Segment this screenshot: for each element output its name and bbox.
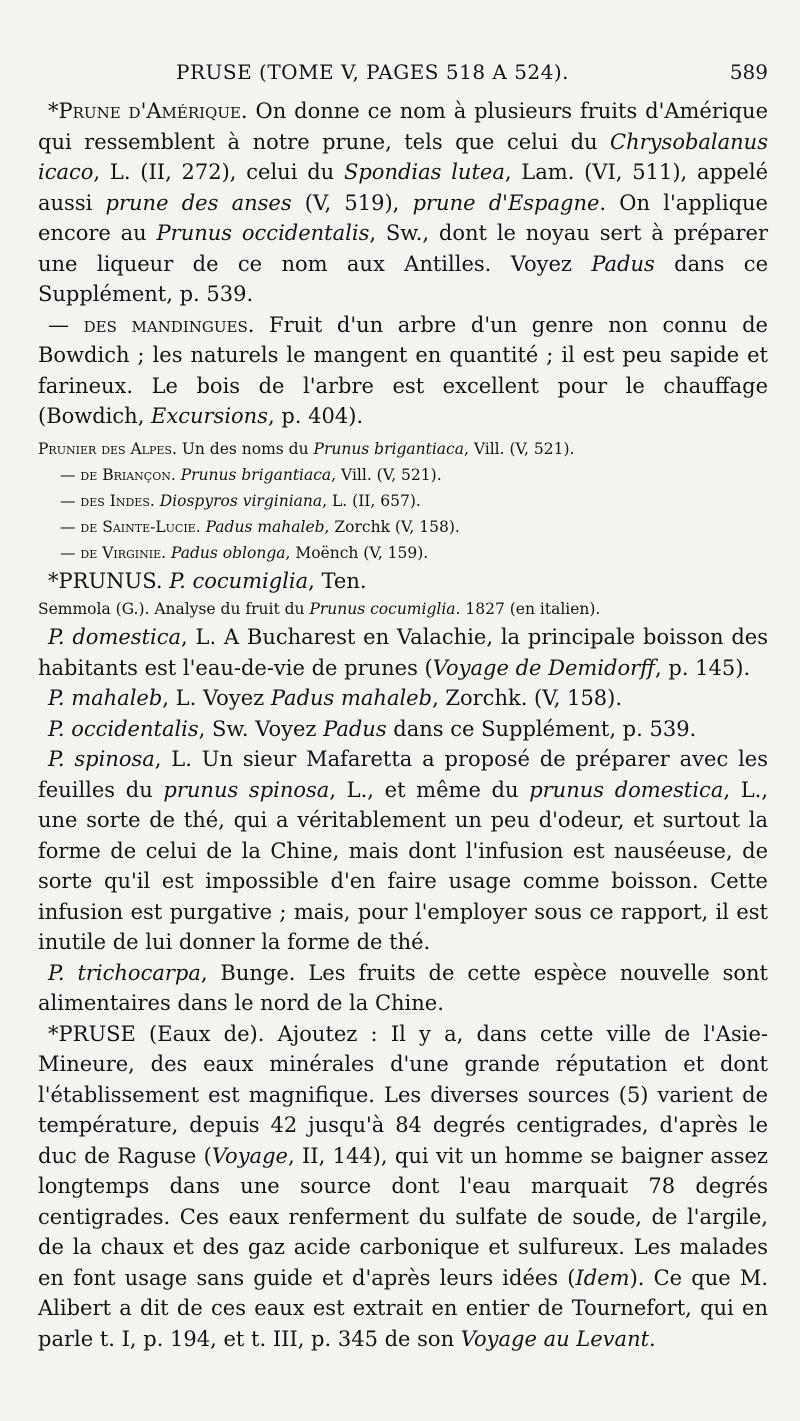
species-p-domestica: P. domestica, L. A Bucharest en Valachie, la principale boisson des habitants est l'eau-de-vie de prunes (Voyage de Demidorff, p. 145). xyxy=(38,625,768,680)
entry-body: On donne ce nom à plusieurs fruits d'Amérique qui ressemblent à notre prune, tels que celui du Chrysobalanus icaco, L. (II, 272), celui du Spondias lutea, Lam. (VI, 511), appelé aussi prune des anses (V, 519), prune d'Espagne. On l'applique encore au Prunus occidentalis, Sw., dont le noyau sert à préparer une liqueur de ce nom aux Antilles. Voyez Padus dans ce Supplément, p. 539. xyxy=(38,99,768,306)
entry-body: Padus mahaleb, Zorchk (V, 158). xyxy=(205,517,460,536)
entry-prune-amerique xyxy=(38,96,768,310)
entry-prunier-briancon xyxy=(38,462,768,488)
entry-headword: — de Virginie. xyxy=(60,543,167,562)
entry-prunier-virginie xyxy=(38,540,768,566)
entry-prunus xyxy=(38,566,768,597)
italic-term: Padus mahaleb xyxy=(205,517,325,536)
running-header xyxy=(38,56,768,96)
italic-term: Padus mahaleb xyxy=(270,686,433,710)
entry-headword: Prunier des Alpes. xyxy=(38,439,177,458)
entry-headword: — des mandingues. xyxy=(48,312,255,337)
page-number: 589 xyxy=(729,60,768,84)
entry-pruse xyxy=(38,1019,768,1355)
italic-term: prune des anses xyxy=(105,190,292,215)
italic-term: P. mahaleb xyxy=(48,686,163,710)
italic-term: Idem xyxy=(575,1265,630,1290)
species-p-spinosa: P. spinosa, L. Un sieur Mafaretta a proposé de préparer avec les feuilles du prunus spinosa, L., et même du prunus domestica, L., une sorte de thé, qui a véritablement un peu d'odeur, et surtout la forme de celui de la Chine, mais dont l'infusion est nauséeuse, de sorte qu'il est impossible d'en faire usage comme boisson. Cette infusion est purgative ; mais, pour l'employer sous ce rapport, il est inutile de lui donner la forme de thé. xyxy=(38,747,768,954)
entry-body: (Eaux de). Ajoutez : Il y a, dans cette ville de l'Asie-Mineure, des eaux minérales d'une grande réputation et dont l'établissement est magnifique. Les diverses sources (5) varient de température, depuis 42 jusqu'à 84 degrés centigrades, d'après le duc de Raguse (Voyage, II, 144), qui vit un homme se baigner assez longtemps dans une source dont l'eau marquait 78 degrés centigrades. Ces eaux renferment du sulfate de soude, de l'argile, de la chaux et des gaz acide carbonique et sulfureux. Les malades en font usage sans guide et d'après leurs idées (Idem). Ce que M. Alibert a dit de ces eaux est extrait en entier de Tournefort, qui en parle t. I, p. 194, et t. III, p. 345 de son Voyage au Levant. xyxy=(38,1021,769,1351)
species-p-occidentalis: P. occidentalis, Sw. Voyez Padus dans ce Supplément, p. 539. xyxy=(48,716,697,741)
entry-body: Prunus brigantiaca, Vill. (V, 521). xyxy=(180,465,442,484)
bibliographic-reference: Semmola (G.). Analyse du fruit du Prunus cocumiglia. 1827 (en italien). xyxy=(38,600,601,618)
entry-prunier-alpes xyxy=(38,436,768,462)
italic-term: Voyage de Demidorff xyxy=(432,655,656,680)
italic-term: prunus domestica xyxy=(529,777,724,802)
entry-prunier-sainte-lucie xyxy=(38,514,768,540)
entry-headword: — de Sainte-Lucie. xyxy=(60,517,201,536)
italic-term: P. spinosa xyxy=(48,747,155,771)
italic-term: Prunus brigantiaca xyxy=(180,465,332,484)
italic-term: Padus xyxy=(591,251,655,276)
italic-term: Prunus cocumiglia xyxy=(309,600,456,618)
species-p-trichocarpa: P. trichocarpa, Bunge. Les fruits de cette espèce nouvelle sont alimentaires dans le nord de la Chine. xyxy=(38,960,768,1015)
italic-term: Voyage au Levant xyxy=(460,1326,650,1351)
italic-term: P. cocumiglia xyxy=(169,568,309,593)
italic-term: Padus oblonga xyxy=(171,543,286,562)
italic-term: Padus xyxy=(323,716,387,741)
entry-headword: *PRUSE xyxy=(48,1021,136,1046)
italic-term: Spondias lutea xyxy=(343,160,505,184)
entry-headword: *PRUNUS. xyxy=(48,568,163,593)
italic-term: P. occidentalis xyxy=(48,716,199,741)
italic-term: P. trichocarpa xyxy=(48,960,201,985)
entry-body: Padus oblonga, Moënch (V, 159). xyxy=(171,543,429,562)
italic-term: Diospyros virginiana xyxy=(159,491,323,510)
italic-term: Prunus occidentalis xyxy=(156,221,370,245)
entry-body: Un des noms du Prunus brigantiaca, Vill. (V, 521). xyxy=(176,439,575,458)
italic-term: Prunus brigantiaca xyxy=(313,439,464,458)
entry-body: Diospyros virginiana, L. (II, 657). xyxy=(159,491,421,510)
italic-term: prunus spinosa xyxy=(163,777,330,802)
entry-prunier-indes xyxy=(38,488,768,514)
entry-body: P. cocumiglia, Ten. xyxy=(169,568,367,593)
entry-headword: *Prune d'Amérique. xyxy=(48,99,248,123)
species-p-mahaleb: P. mahaleb, L. Voyez Padus mahaleb, Zorchk. (V, 158). xyxy=(48,686,623,710)
entry-headword: — des Indes. xyxy=(60,491,155,510)
entry-prune-mandingues xyxy=(38,310,768,432)
italic-term: prune d'Espagne xyxy=(412,190,600,215)
italic-term: P. domestica xyxy=(48,625,182,649)
entry-headword: — de Briançon. xyxy=(60,465,176,484)
italic-term: Chrysobalanus icaco xyxy=(38,129,768,184)
running-title: PRUSE (TOME V, PAGES 518 A 524). xyxy=(176,60,570,84)
entry-body: Fruit d'un arbre d'un genre non connu de Bowdich ; les naturels le mangent en quantité ; il est peu sapide et farineux. Le bois de l'arbre est excellent pour le chauffage (Bowdich, Excursions, p. 404). xyxy=(38,312,768,428)
italic-term: Voyage xyxy=(211,1143,288,1168)
italic-term: Excursions xyxy=(151,404,268,428)
dictionary-page xyxy=(38,56,768,1354)
